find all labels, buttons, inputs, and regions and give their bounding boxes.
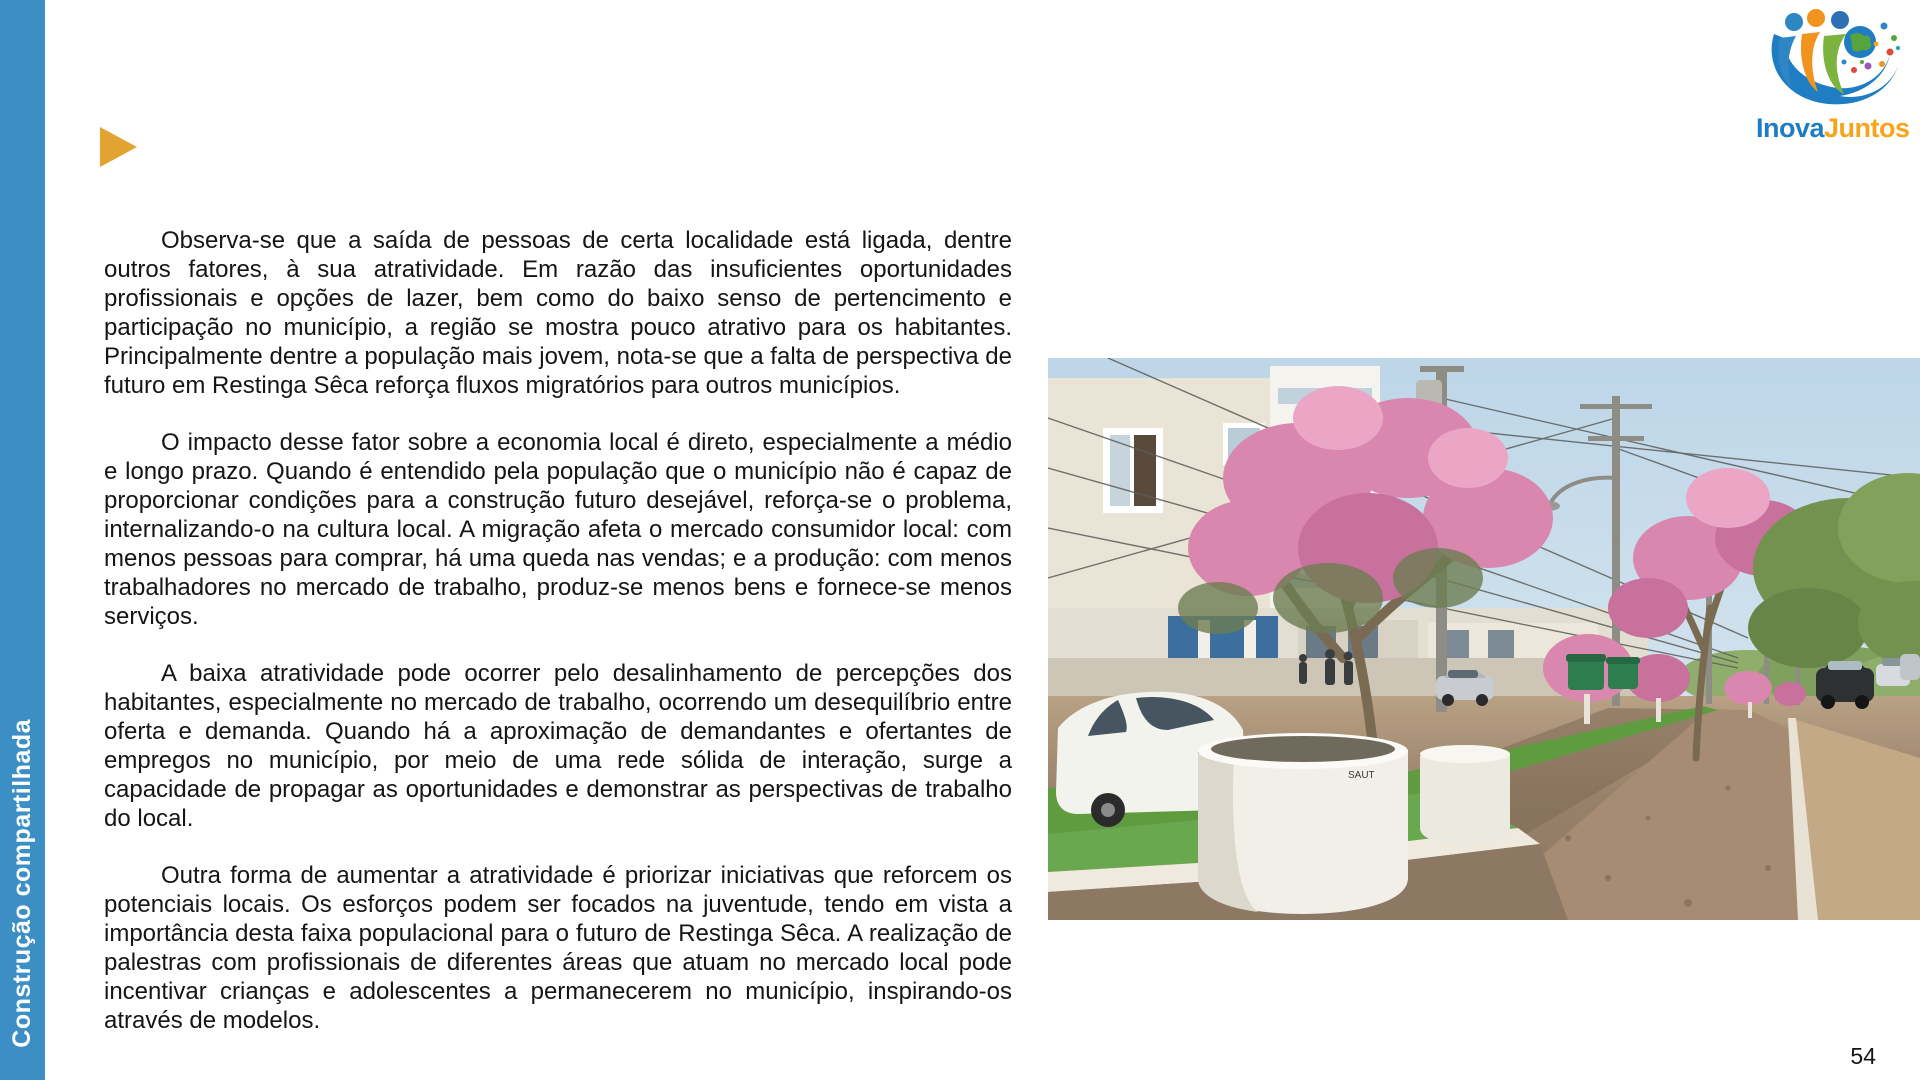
logo-text-inova: Inova <box>1756 113 1825 143</box>
logo-person-orange-head <box>1807 9 1825 27</box>
street-photo <box>1048 358 1920 920</box>
inovajuntos-logo-graphic <box>1756 4 1908 116</box>
photo-dark-car <box>1816 661 1874 709</box>
chapter-sidebar <box>0 0 45 1080</box>
inovajuntos-logo <box>1756 4 1908 142</box>
street-photo-illustration <box>1048 358 1920 920</box>
inovajuntos-logo-wordmark <box>1756 115 1908 142</box>
photo-white-planter <box>1198 733 1408 914</box>
svg-text:SAUT: SAUT <box>1348 770 1375 781</box>
paragraph-4: Outra forma de aumentar a atratividade é priorizar iniciativas que reforcem os potenciais locais. Os esforços podem ser focados na juventude, tendo em vista a importância desta faixa populacional para o futuro de Restinga Sêca. A realização de palestras com profissionais de diferentes áreas que atuam no mercado local pode incentivar crianças e adolescentes a permanecerem no município, inspirando-os através de modelos. <box>104 862 1012 1034</box>
logo-text-juntos: Juntos <box>1824 113 1910 143</box>
photo-dumpsters <box>1566 654 1640 690</box>
paragraph-1: Observa-se que a saída de pessoas de certa localidade está ligada, dentre outros fatores, à sua atratividade. Em razão das insuficientes oportunidades profissionais e opções de lazer, bem como do baixo senso de pertencimento e participação no município, a região se mostra pouco atrativo para os habitantes. Principalmente dentre a população mais jovem, nota-se que a falta de perspectiva de futuro em Restinga Sêca reforça fluxos migratórios para outros municípios. <box>104 227 1012 399</box>
paragraph-3: A baixa atratividade pode ocorrer pelo desalinhamento de percepções dos habitantes, especialmente no mercado de trabalho, ocorrendo um desequilíbrio entre oferta e demanda. Quando há a aproximação de demandantes e ofertantes de empregos no município, por meio de uma rede sólida de interação, surge a capacidade de propagar as oportunidades e demonstrar as perspectivas de trabalho do local. <box>104 660 1012 832</box>
logo-person-green-head <box>1831 11 1849 29</box>
paragraph-2: O impacto desse fator sobre a economia local é direto, especialmente a médio e longo prazo. Quando é entendido pela população que o município não é capaz de proporcionar condições para a construção futuro desejável, reforça-se o problema, internalizando-o na cultura local. A migração afeta o mercado consumidor local: com menos pessoas para comprar, há uma queda nas vendas; e a produção: com menos trabalhadores no mercado de trabalho, produz-se menos bens e fornece-se menos serviços. <box>104 429 1012 630</box>
page-number: 54 <box>1850 1043 1876 1069</box>
body-text <box>104 226 1012 1063</box>
photo-second-planter <box>1420 745 1510 846</box>
logo-person-blue-head <box>1785 13 1803 31</box>
chapter-sidebar-label: Construção compartilhada <box>8 719 36 1048</box>
triangle-bullet-icon <box>100 127 137 167</box>
